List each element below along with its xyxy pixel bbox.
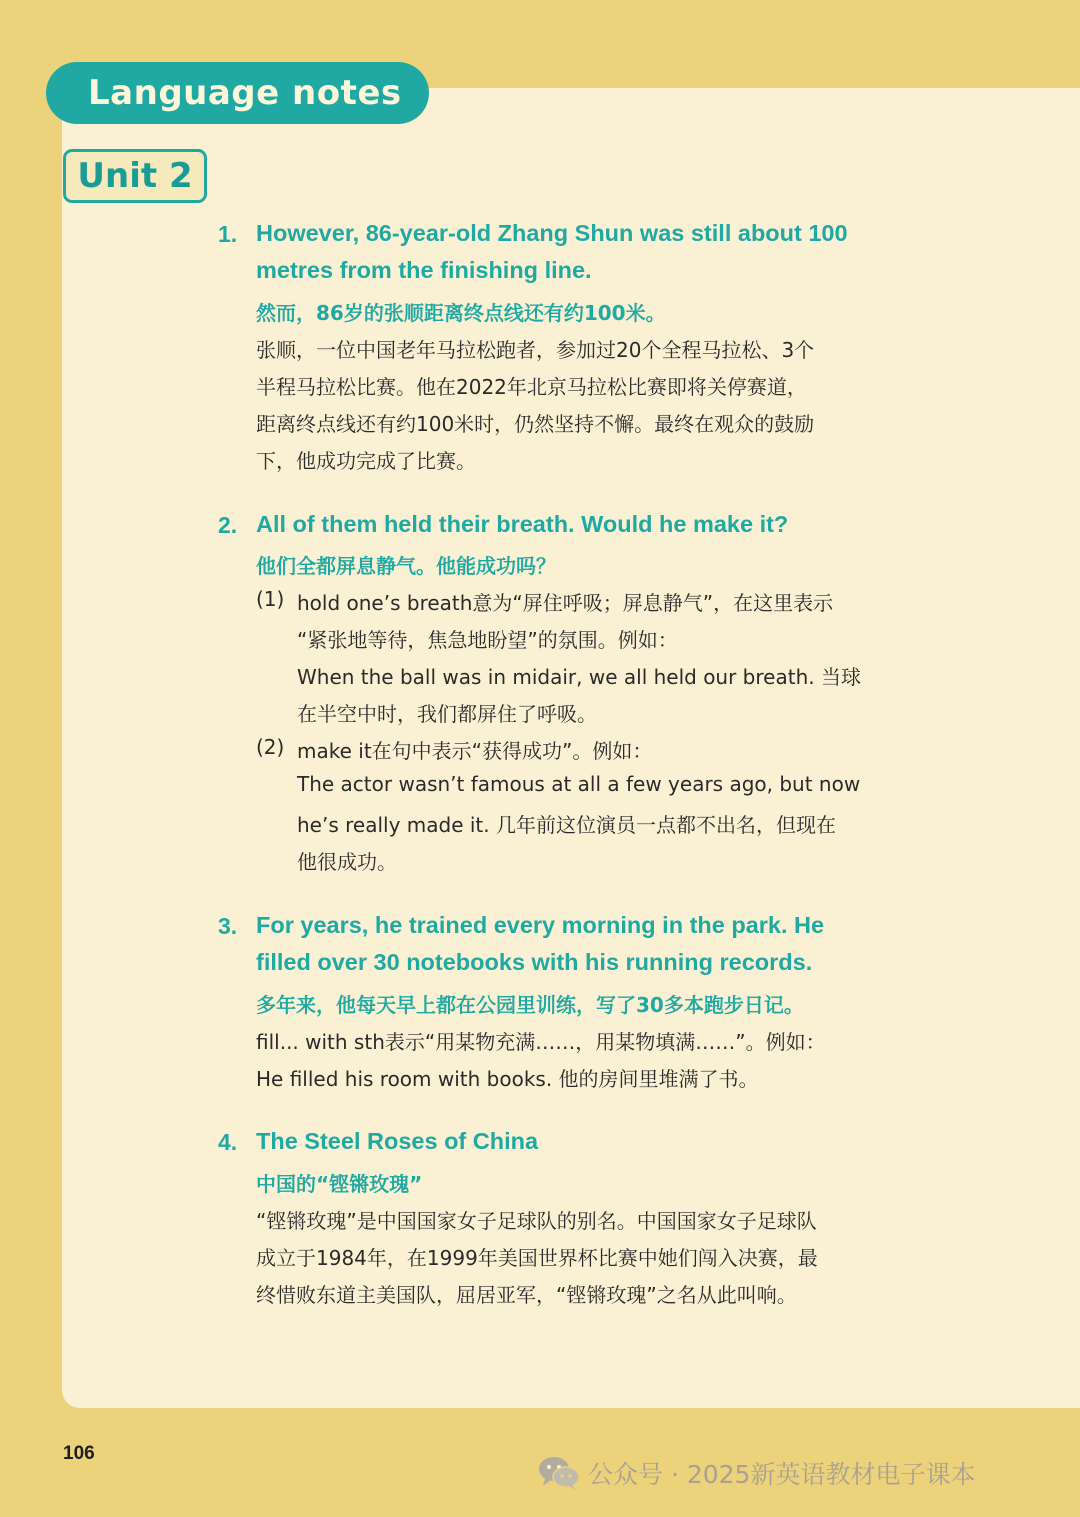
- note-heading-en: filled over 30 notebooks with his running records.: [256, 949, 813, 975]
- note-heading-zh: 多年来，他每天早上都在公园里训练，写了30多本跑步日记。: [256, 993, 804, 1017]
- subpoint-line: 他很成功。: [297, 850, 397, 874]
- note-body-line: “铿锵玫瑰”是中国国家女子足球队的别名。中国国家女子足球队: [256, 1209, 817, 1233]
- note-heading-zh: 然而，86岁的张顺距离终点线还有约100米。: [256, 301, 666, 325]
- note-heading-zh: 他们全都屏息静气。他能成功吗？: [256, 554, 556, 578]
- note-number: 2.: [218, 512, 238, 538]
- note-body-line: 终惜败东道主美国队，屈居亚军，“铿锵玫瑰”之名从此叫响。: [256, 1283, 797, 1307]
- note-heading-en: metres from the finishing line.: [256, 257, 592, 283]
- section-title: Language notes: [46, 62, 429, 124]
- subpoint-line: 在半空中时，我们都屏住了呼吸。: [297, 702, 597, 726]
- subpoint-line: he’s really made it. 几年前这位演员一点都不出名，但现在: [297, 813, 836, 837]
- note-heading-en: The Steel Roses of China: [256, 1128, 539, 1154]
- note-number: 1.: [218, 221, 238, 247]
- subpoint-marker: (1): [256, 587, 285, 611]
- note-body-line: 成立于1984年，在1999年美国世界杯比赛中她们闯入决赛，最: [256, 1246, 818, 1270]
- note-body-line: 张顺，一位中国老年马拉松跑者，参加过20个全程马拉松、3个: [256, 338, 815, 362]
- page-number: 106: [63, 1443, 95, 1464]
- note-body-line: He filled his room with books. 他的房间里堆满了书。: [256, 1067, 759, 1091]
- note-heading-en: However, 86-year-old Zhang Shun was still about 100: [256, 220, 848, 246]
- note-body-line: 距离终点线还有约100米时，仍然坚持不懈。最终在观众的鼓励: [256, 412, 815, 436]
- subpoint-marker: (2): [256, 735, 285, 759]
- note-body-line: fill... with sth表示“用某物充满……，用某物填满……”。例如：: [256, 1030, 826, 1054]
- subpoint-line: “紧张地等待，焦急地盼望”的氛围。例如：: [297, 628, 678, 652]
- unit-label: Unit 2: [63, 149, 207, 203]
- note-body-line: 下，他成功完成了比赛。: [256, 449, 476, 473]
- wechat-icon: [538, 1455, 580, 1491]
- subpoint-line: When the ball was in midair, we all held our breath. 当球: [297, 665, 861, 689]
- watermark: [538, 1455, 975, 1491]
- watermark-text: 公众号 · 2025新英语教材电子课本: [588, 1460, 976, 1489]
- subpoint-line: hold one’s breath意为“屏住呼吸；屏息静气”，在这里表示: [297, 591, 834, 615]
- subpoint-line: The actor wasn’t famous at all a few years ago, but now: [297, 772, 861, 796]
- subpoint-line: make it在句中表示“获得成功”。例如：: [297, 739, 653, 763]
- note-body-line: 半程马拉松比赛。他在2022年北京马拉松比赛即将关停赛道，: [256, 375, 807, 399]
- note-number: 4.: [218, 1129, 238, 1155]
- note-heading-zh: 中国的“铿锵玫瑰”: [256, 1172, 423, 1196]
- note-heading-en: All of them held their breath. Would he make it?: [256, 511, 789, 537]
- note-heading-en: For years, he trained every morning in the park. He: [256, 912, 825, 938]
- note-number: 3.: [218, 913, 238, 939]
